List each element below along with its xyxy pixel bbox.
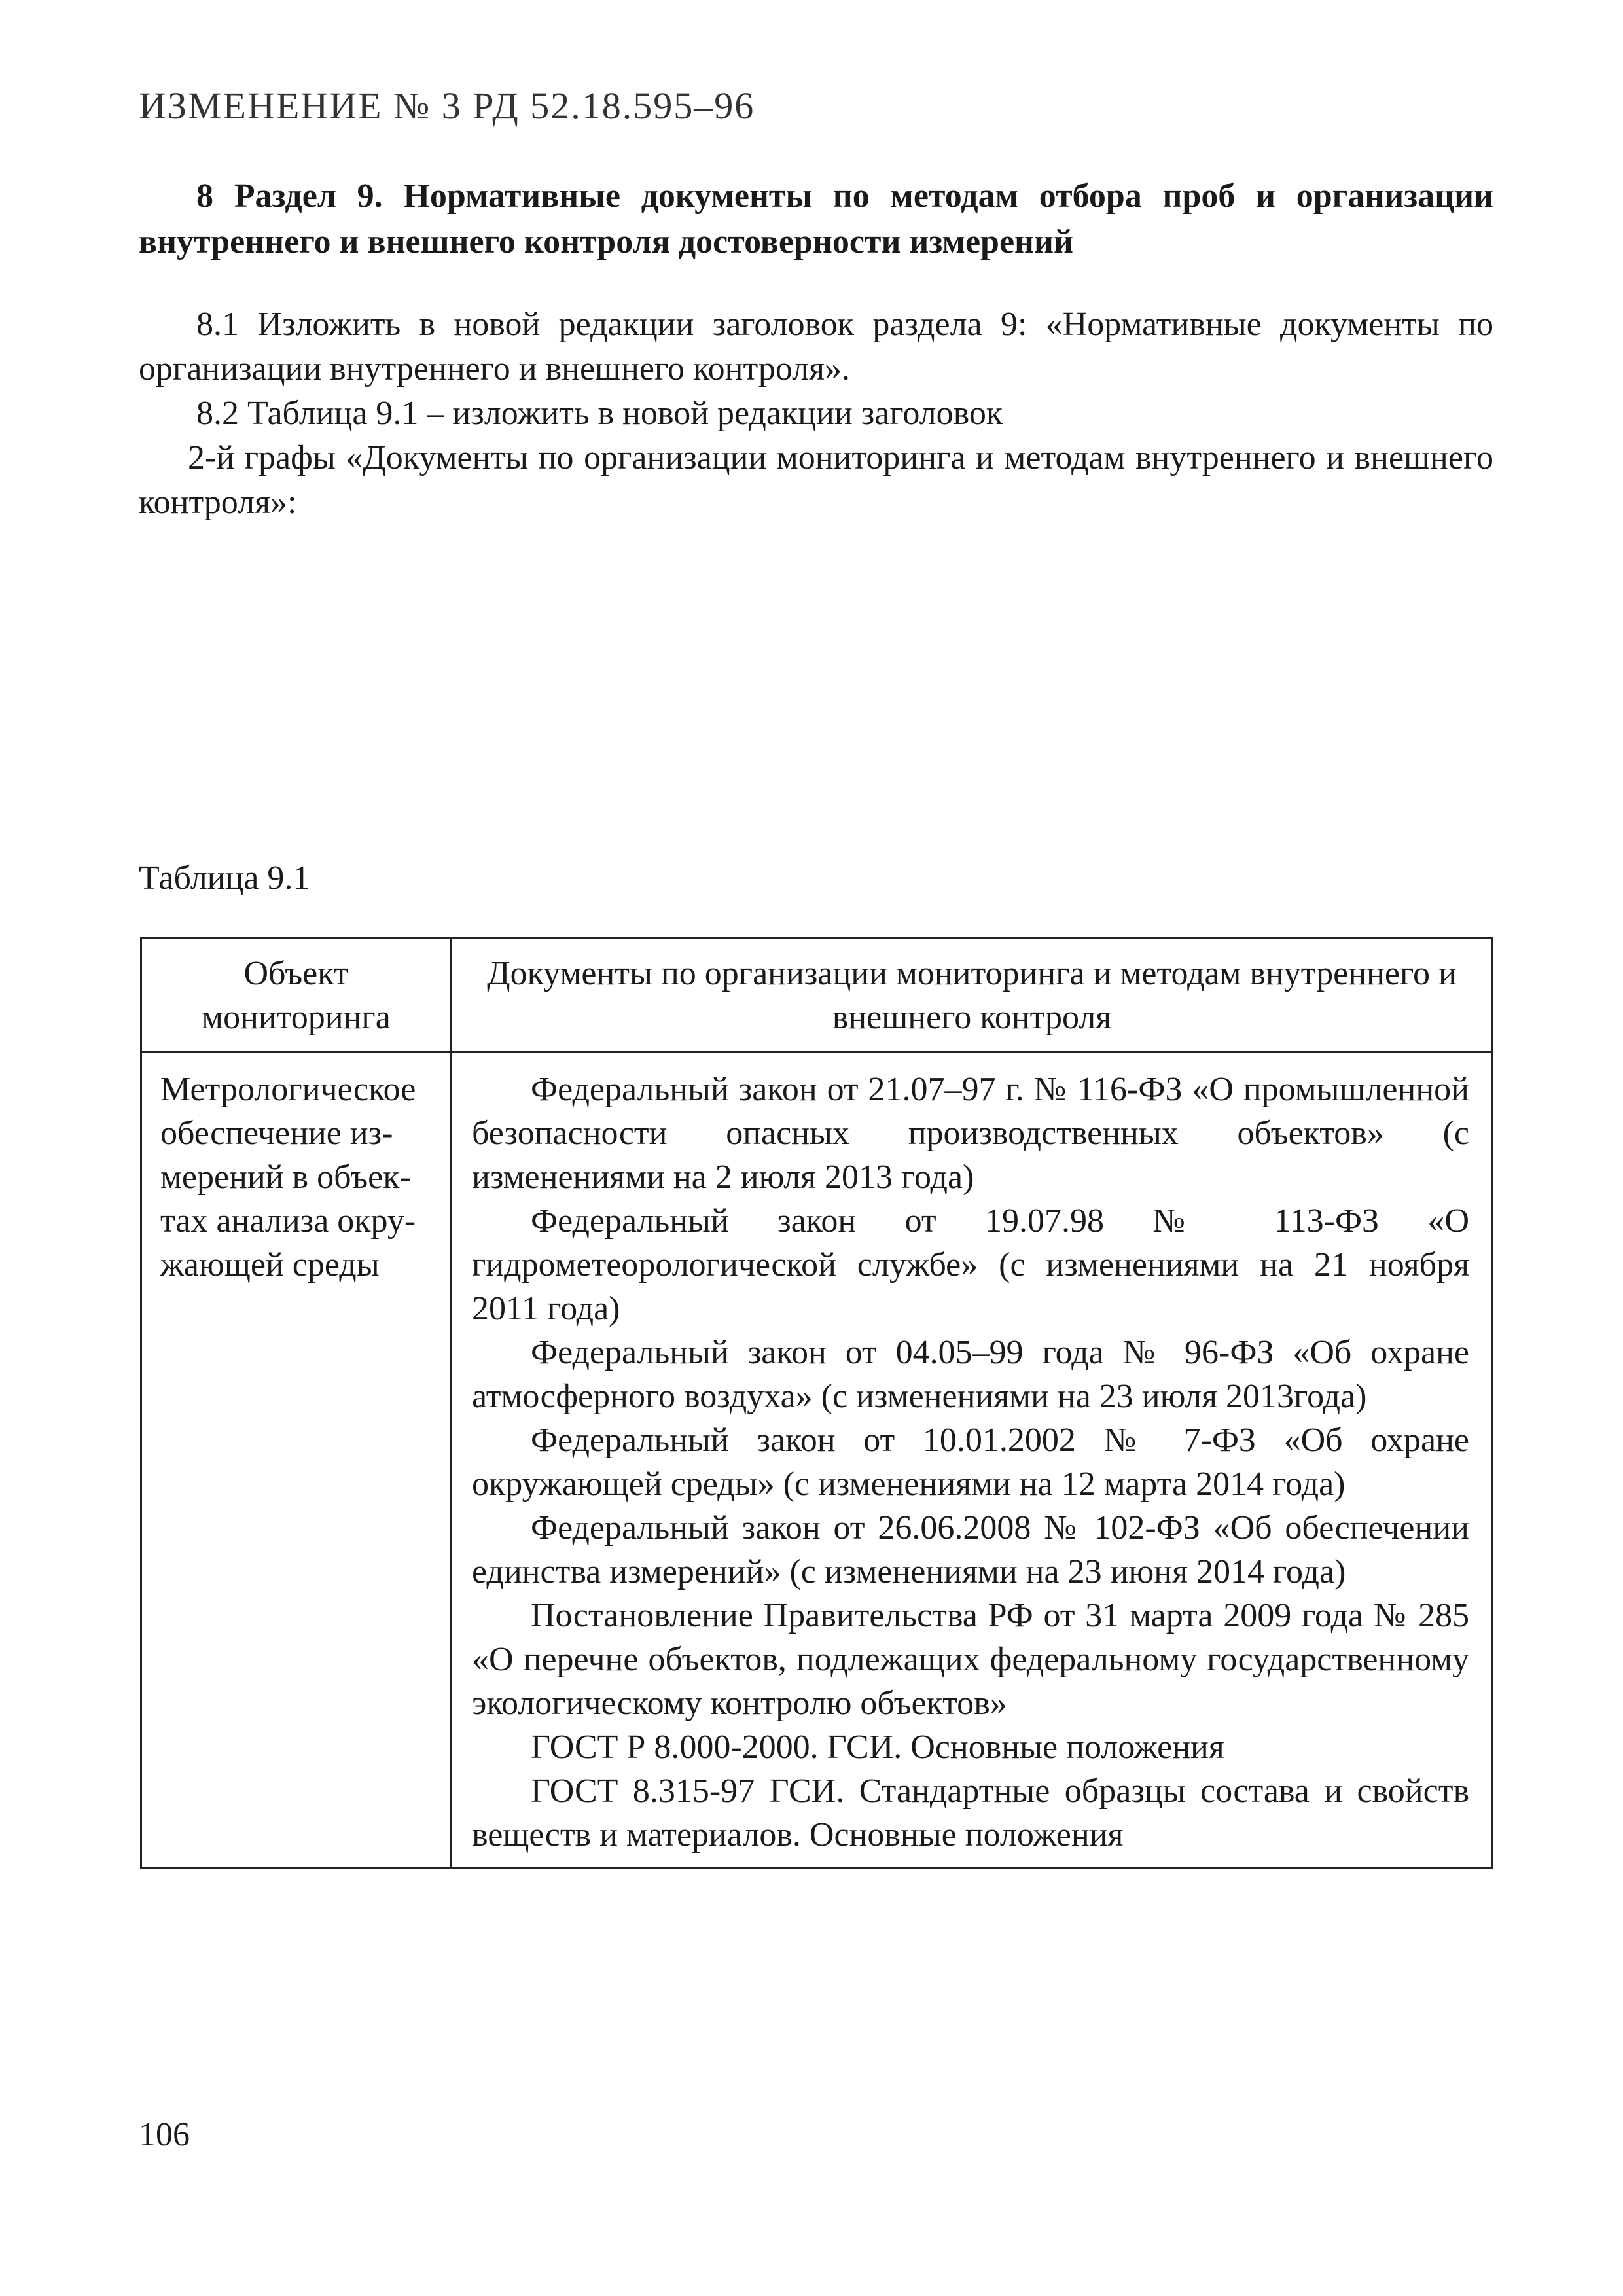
document-entry: Федеральный закон от 26.06.2008 № 102-ФЗ «Об обеспечении единства измерений» (с изменениями на 23 июня 2014 года) <box>472 1509 1469 1590</box>
table-header-row <box>141 939 1493 1052</box>
document-entry: ГОСТ Р 8.000-2000. ГСИ. Основные положения <box>531 1729 1224 1766</box>
documents-cell <box>452 1052 1493 1869</box>
paragraph-column-title: 2-й графы «Документы по организации мониторинга и методам внутреннего и внешнего контроля»: <box>139 439 1493 521</box>
document-entry: Федеральный закон от 10.01.2002 № 7-ФЗ «Об охране окружающей среды» (с изменениями на 12 марта 2014 года) <box>472 1422 1469 1503</box>
paragraph-8-1: 8.1 Изложить в новой редакции заголовок раздела 9: «Нормативные документы по организации внутреннего и внешнего контроля». <box>139 306 1493 387</box>
header-documents: Документы по организации мониторинга и методам внутреннего и внешнего контроля <box>452 939 1493 1052</box>
document-entry: Федеральный закон от 19.07.98 № 113-ФЗ «О гидрометеорологической службе» (с изменениями на 21 ноября 2011 года) <box>472 1202 1469 1327</box>
paragraph-8-2: 8.2 Таблица 9.1 – изложить в новой редакции заголовок <box>196 395 1003 432</box>
header-object: Объект мониторинга <box>141 939 452 1052</box>
document-header: ИЗМЕНЕНИЕ № 3 РД 52.18.595–96 <box>139 84 755 127</box>
page-number: 106 <box>139 2116 190 2153</box>
document-entry: ГОСТ 8.315-97 ГСИ. Стандартные образцы состава и свойств веществ и материалов. Основные положения <box>472 1772 1469 1854</box>
object-cell: Метрологическое обеспечение из-мерений в объек-тах анализа окру-жающей среды <box>141 1052 452 1869</box>
document-entry: Федеральный закон от 21.07–97 г. № 116-ФЗ «О промышленной безопасности опасных производственных объектов» (с изменениями на 2 июля 2013 года) <box>472 1071 1469 1196</box>
table-caption: Таблица 9.1 <box>139 859 310 897</box>
table-row <box>141 1052 1493 1869</box>
document-entry: Постановление Правительства РФ от 31 марта 2009 года № 285 «О перечне объектов, подлежащих федеральному государственному экологическому контролю объектов» <box>472 1597 1469 1722</box>
section-title: 8 Раздел 9. Нормативные документы по методам отбора проб и организации внутреннего и внешнего контроля достоверности измерений <box>139 177 1493 260</box>
document-entry: Федеральный закон от 04.05–99 года № 96-ФЗ «Об охране атмосферного воздуха» (с изменениями на 23 июля 2013года) <box>472 1334 1469 1415</box>
documents-table <box>140 937 1493 1869</box>
